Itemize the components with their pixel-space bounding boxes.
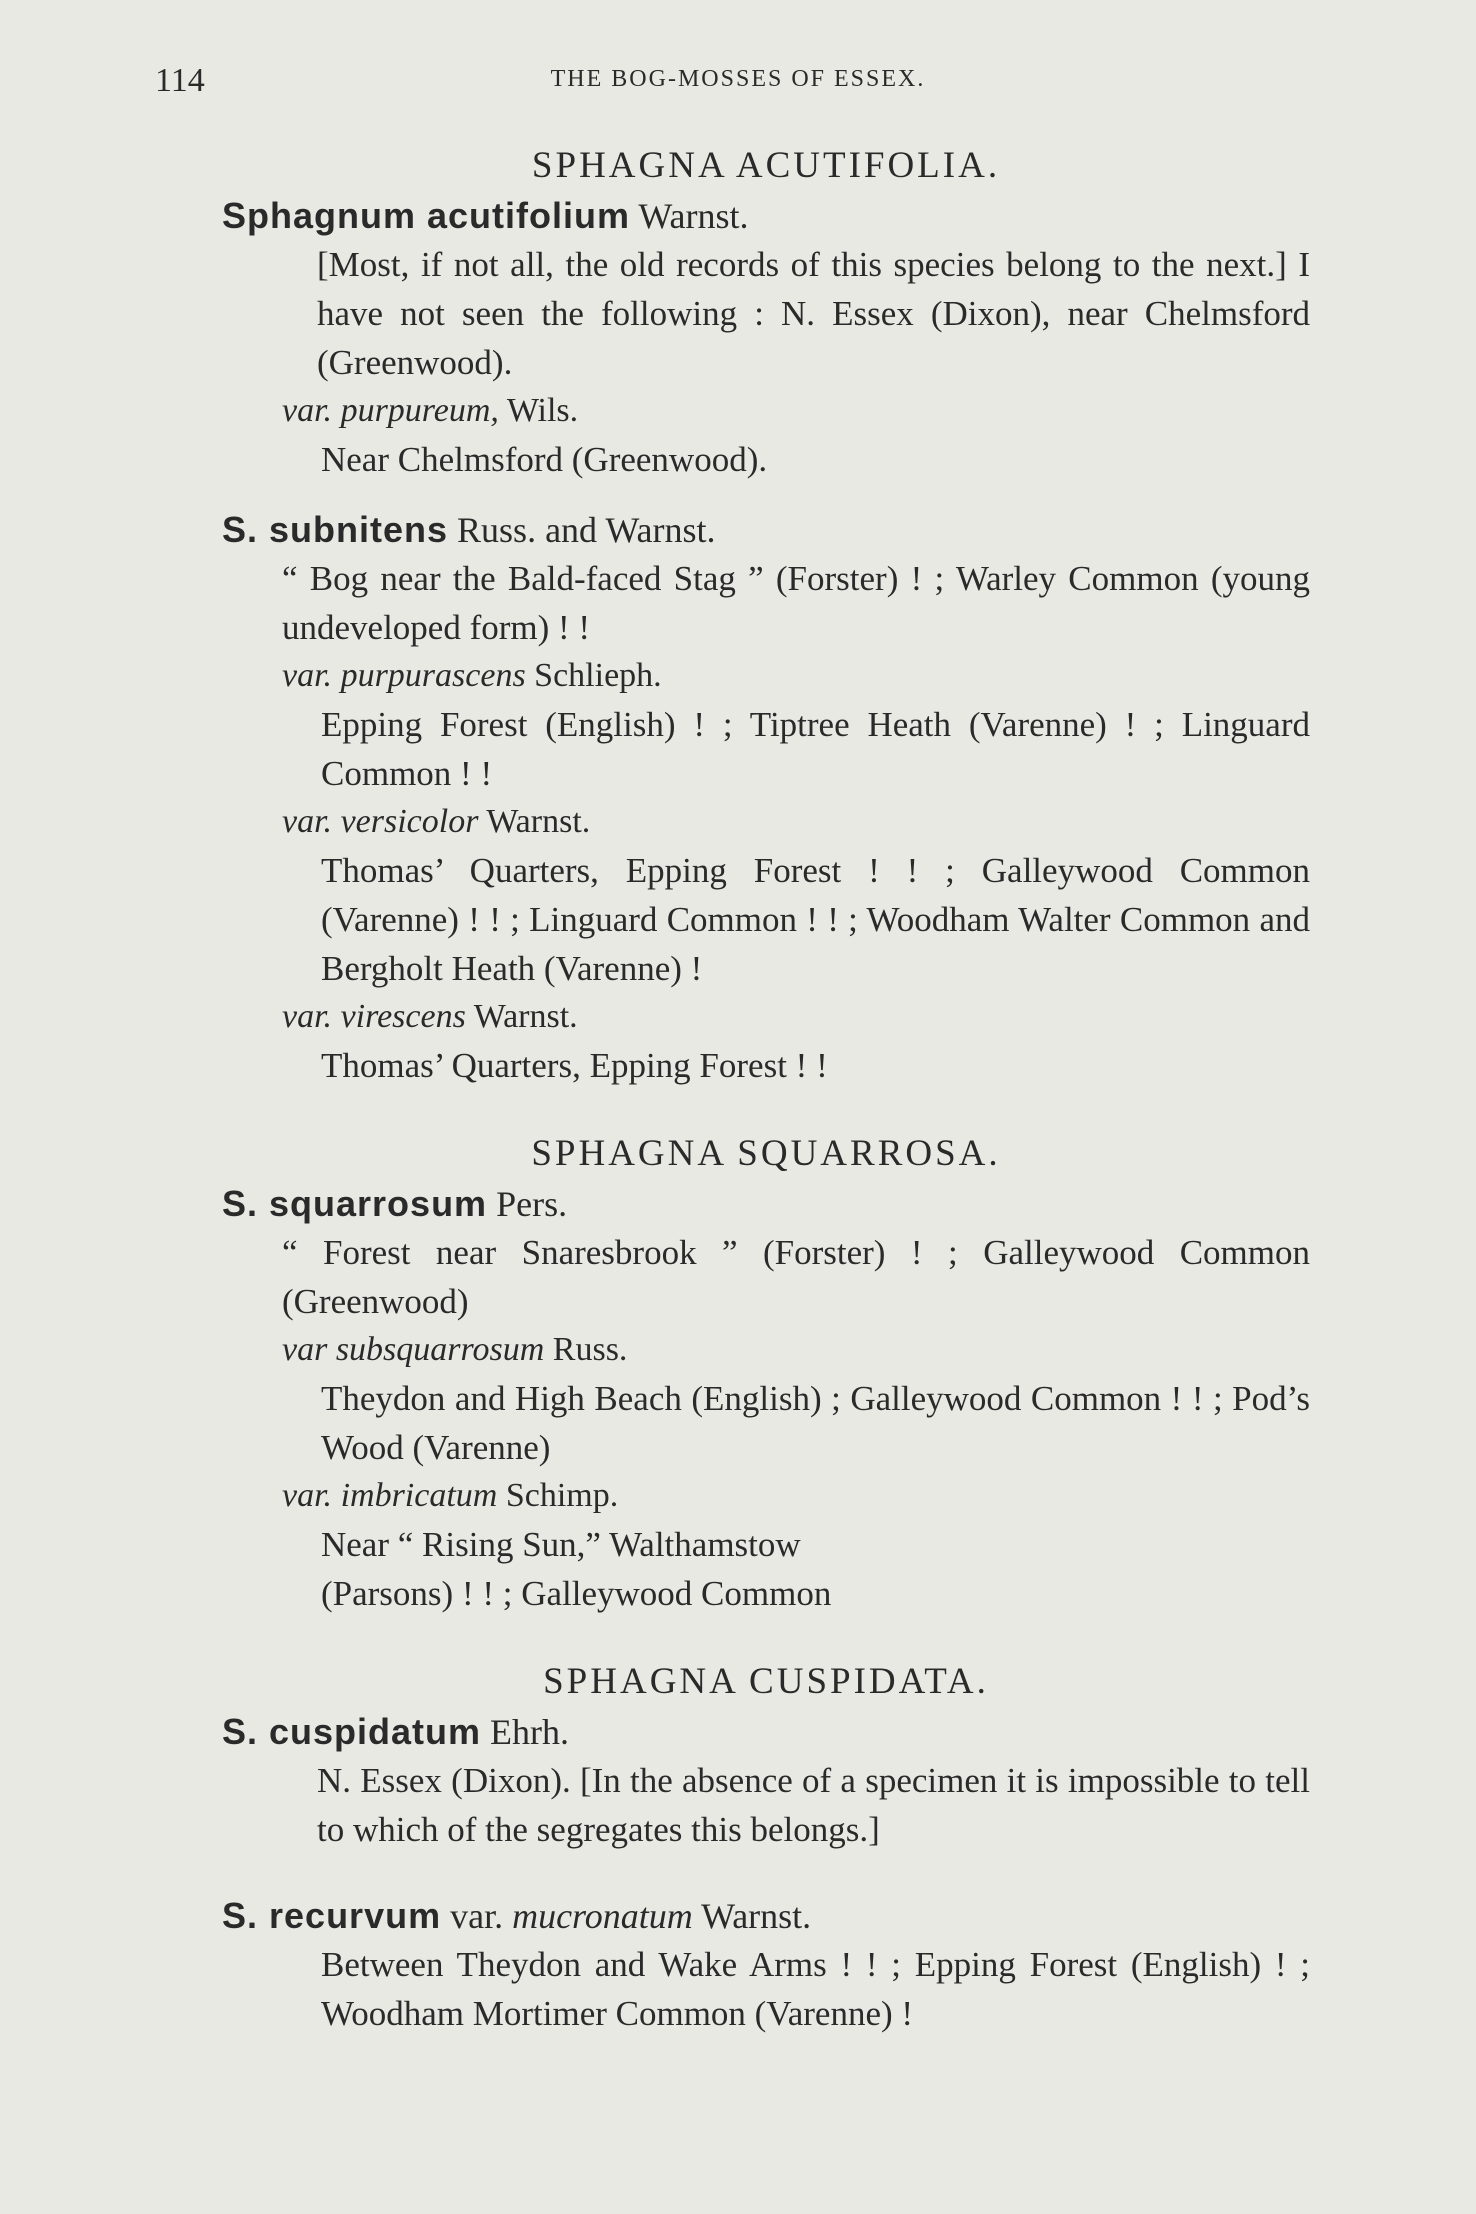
variety-record: Epping Forest (English) ! ; Tiptree Heath (Varenne) ! ; Linguard Common ! ! xyxy=(321,705,1310,793)
variety-name: purpurascens xyxy=(340,657,526,694)
page-number: 114 xyxy=(155,62,205,99)
species-record: N. Essex (Dixon). [In the absence of a specimen it is impossible to tell to which of the segregates this belongs.] xyxy=(317,1761,1310,1849)
species-name: S. subnitens xyxy=(222,509,449,550)
variety-name: virescens xyxy=(340,998,466,1035)
variety-label: var. xyxy=(282,392,333,429)
variety-name: imbricatum xyxy=(340,1477,498,1514)
species-entry-acutifolium xyxy=(222,192,1310,240)
variety-label: var. xyxy=(282,998,333,1035)
section-heading-acutifolia: SPHAGNA ACUTIFOLIA. xyxy=(531,145,1001,186)
variety-record: Thomas’ Quarters, Epping Forest ! ! ; Galleywood Common (Varenne) ! ! ; Linguard Common ! ! ; Woodham Walter Common and Bergholt Heath (Varenne) ! xyxy=(321,851,1310,988)
species-entry-squarrosum xyxy=(222,1180,1310,1228)
section-heading-squarrosa: SPHAGNA SQUARROSA. xyxy=(531,1133,1001,1174)
species-name: Sphagnum acutifolium xyxy=(222,195,631,236)
variety-author: Wils. xyxy=(506,392,579,429)
variety-label: var xyxy=(282,1331,328,1368)
species-author: Ehrh. xyxy=(490,1712,570,1752)
variety-line xyxy=(282,652,1310,700)
variety-label: var. xyxy=(282,1477,333,1514)
variety-author: Schlieph. xyxy=(534,657,662,694)
species-record: Between Theydon and Wake Arms ! ! ; Epping Forest (English) ! ; Woodham Mortimer Common (Varenne) ! xyxy=(321,1945,1310,2033)
species-author: Pers. xyxy=(496,1184,568,1224)
variety-name: purpureum, xyxy=(340,392,499,429)
variety-line xyxy=(282,798,1310,846)
species-entry-cuspidatum xyxy=(222,1708,1310,1756)
variety-record: Near Chelmsford (Greenwood). xyxy=(321,440,768,479)
variety-record-line: (Parsons) ! ! ; Galleywood Common xyxy=(321,1574,832,1613)
variety-author: Russ. xyxy=(552,1331,628,1368)
running-head xyxy=(155,62,1321,102)
species-record: “ Bog near the Bald-faced Stag ” (Forster) ! ; Warley Common (young undeveloped form) ! ! xyxy=(282,559,1310,647)
variety-author: Schimp. xyxy=(505,1477,619,1514)
section-heading-cuspidata: SPHAGNA CUSPIDATA. xyxy=(543,1661,989,1702)
variety-label: var. xyxy=(282,803,333,840)
variety-name: versicolor xyxy=(340,803,479,840)
species-note: [Most, if not all, the old records of this species belong to the next.] I have not seen the following : N. Essex (Dixon), near Chelmsford (Greenwood). xyxy=(317,245,1310,382)
variety-record-line: Near “ Rising Sun,” Walthamstow xyxy=(321,1525,801,1564)
variety-label: var. xyxy=(450,1896,504,1936)
variety-line xyxy=(282,1326,1310,1374)
species-name: S. recurvum xyxy=(222,1895,442,1936)
page-content xyxy=(222,140,1310,2038)
species-entry-recurvum xyxy=(222,1892,1310,1940)
running-title: THE BOG-MOSSES OF ESSEX. xyxy=(550,66,926,92)
species-entry-subnitens xyxy=(222,506,1310,554)
variety-label: var. xyxy=(282,657,333,694)
variety-record: Theydon and High Beach (English) ; Galleywood Common ! ! ; Pod’s Wood (Varenne) xyxy=(321,1379,1310,1467)
variety-author: Warnst. xyxy=(486,803,591,840)
species-author: Russ. and Warnst. xyxy=(457,510,716,550)
species-record: “ Forest near Snaresbrook ” (Forster) ! ; Galleywood Common (Greenwood) xyxy=(282,1233,1310,1321)
variety-record: Thomas’ Quarters, Epping Forest ! ! xyxy=(321,1046,828,1085)
variety-author: Warnst. xyxy=(473,998,578,1035)
variety-line xyxy=(282,1472,1310,1520)
species-name: S. cuspidatum xyxy=(222,1711,482,1752)
species-name: S. squarrosum xyxy=(222,1183,488,1224)
species-author: Warnst. xyxy=(701,1896,812,1936)
variety-line xyxy=(282,993,1310,1041)
variety-name: subsquarrosum xyxy=(335,1331,545,1368)
variety-line xyxy=(282,387,1310,435)
species-author: Warnst. xyxy=(638,196,749,236)
variety-name: mucronatum xyxy=(512,1896,693,1936)
